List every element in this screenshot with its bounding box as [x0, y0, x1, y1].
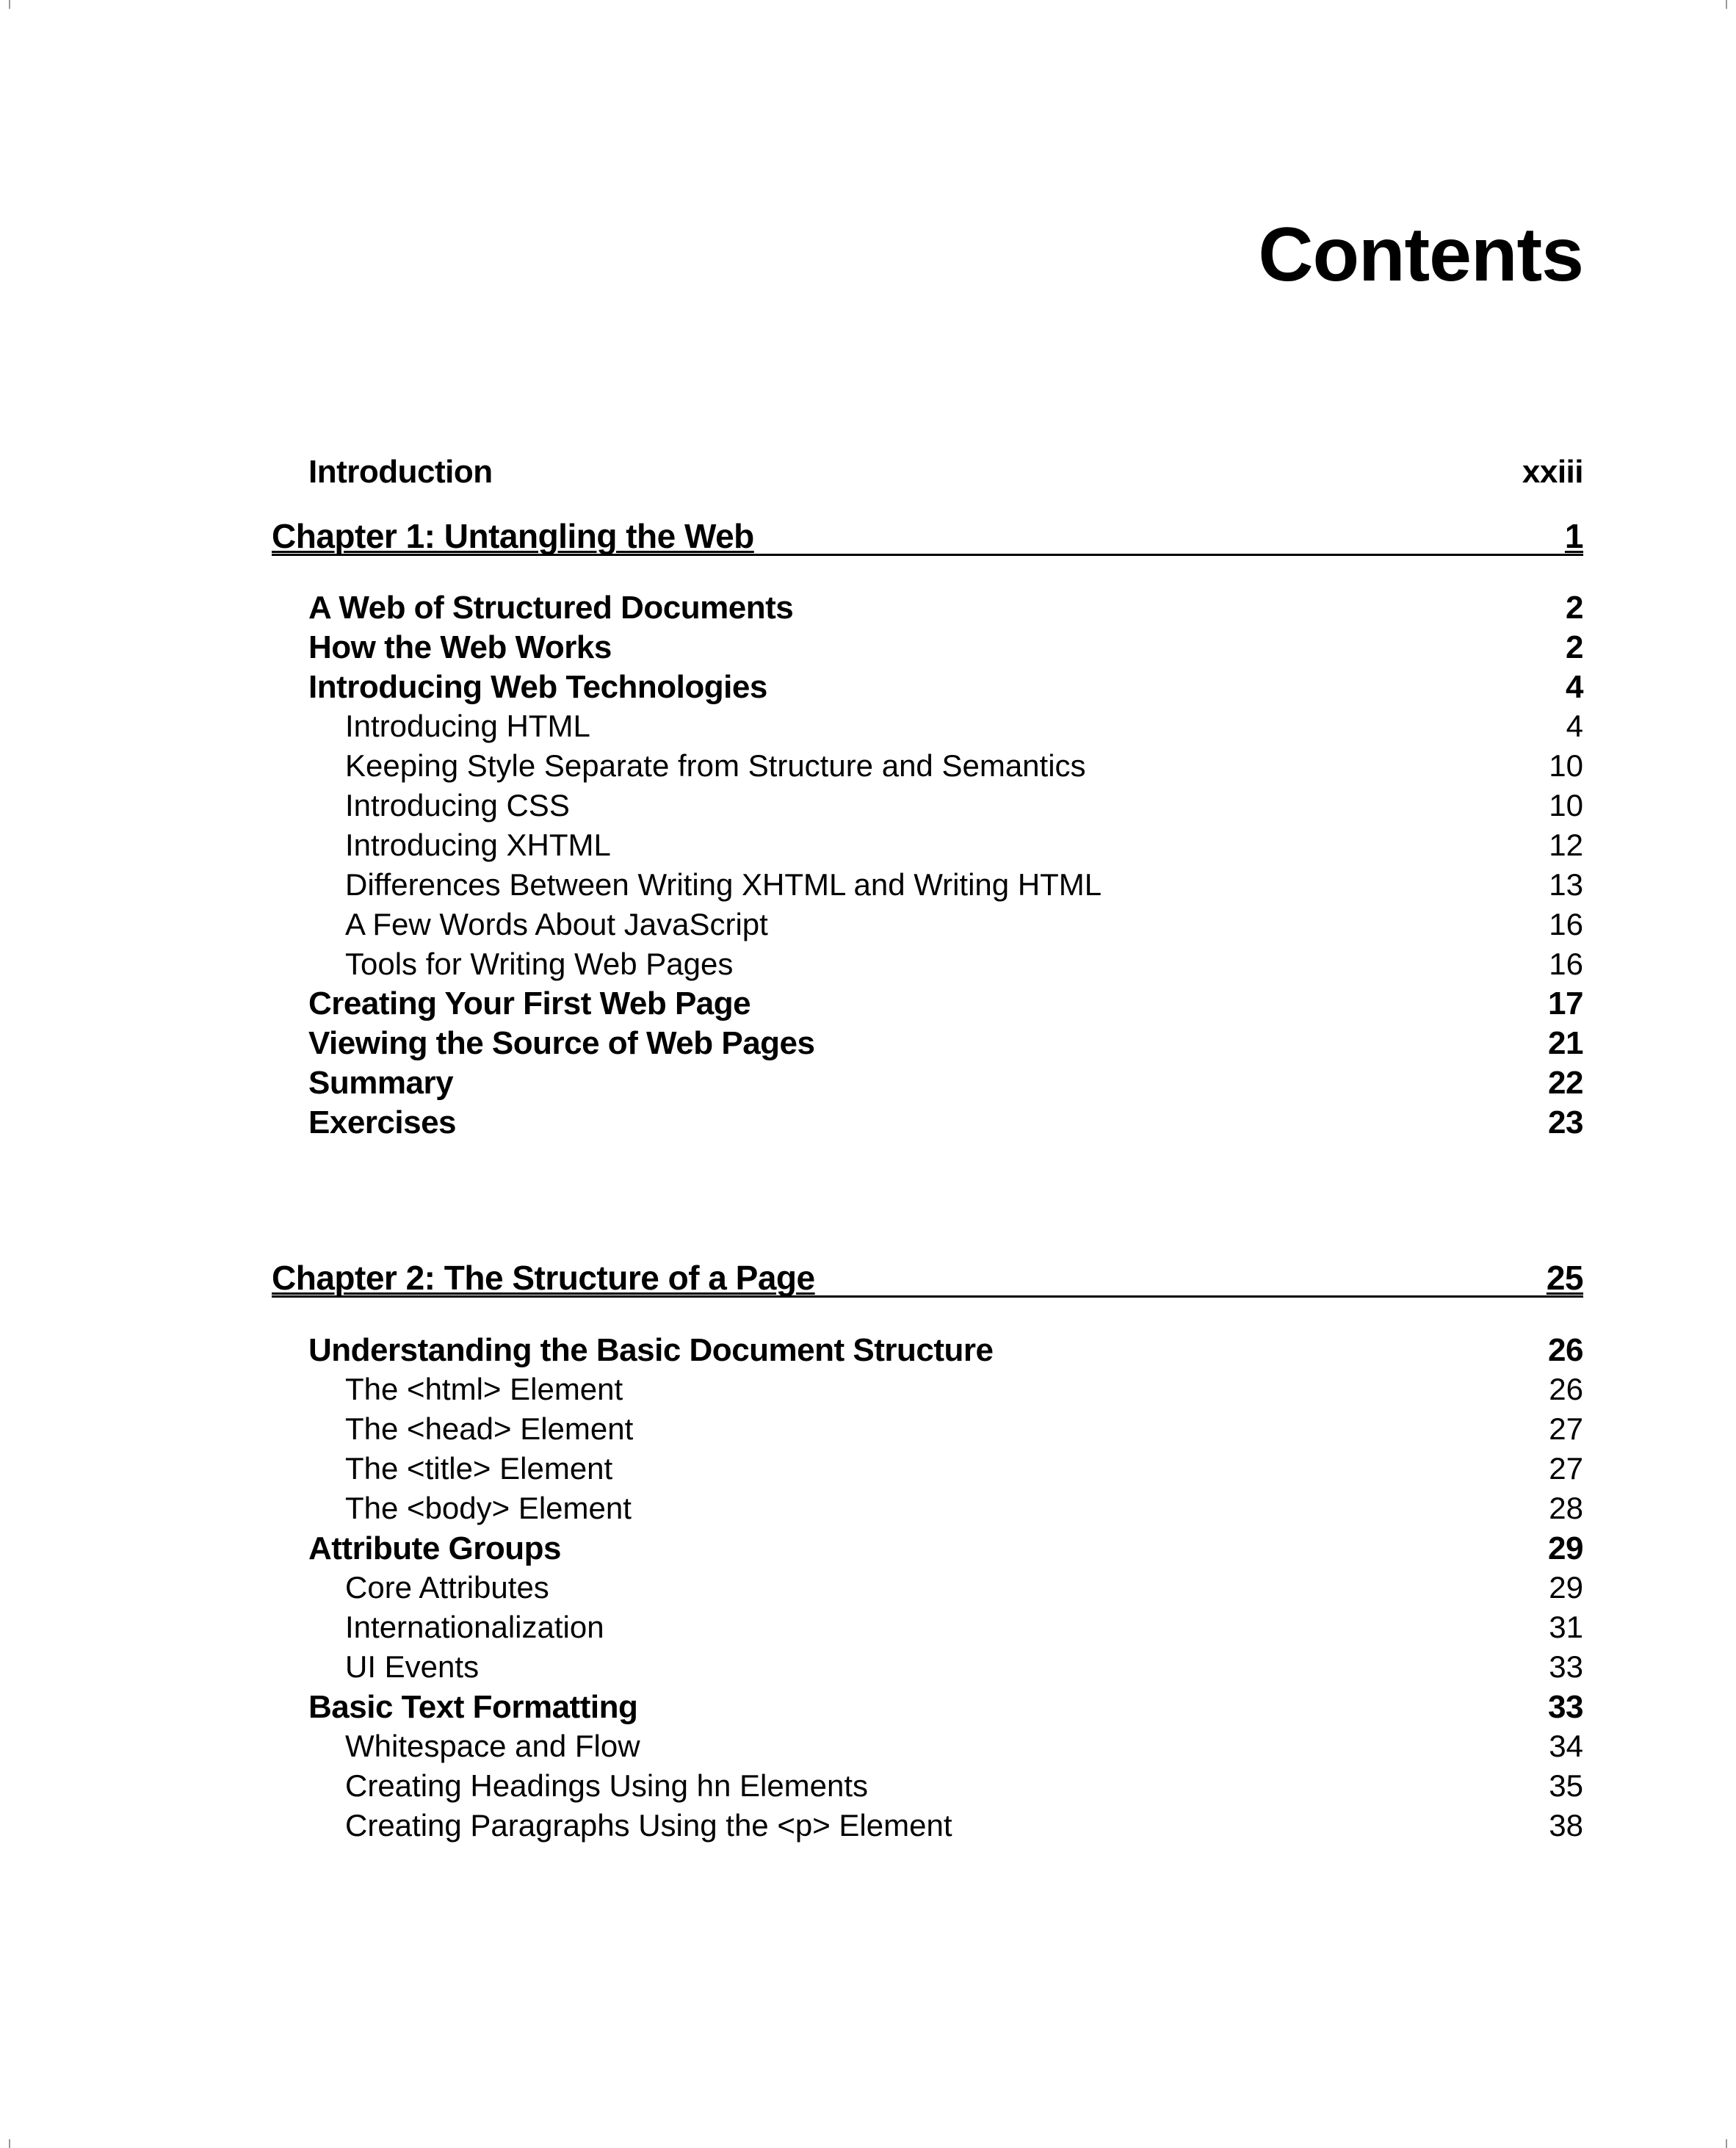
toc-subentry[interactable] [345, 828, 1583, 863]
toc-entry-page: 26 [1548, 1332, 1583, 1368]
toc-entry-label: UI Events [345, 1649, 480, 1684]
toc-subentry[interactable] [345, 907, 1583, 942]
toc-entry-label: Whitespace and Flow [345, 1729, 640, 1763]
toc-entry-label: Core Attributes [345, 1570, 549, 1605]
toc-entry-label: The <body> Element [345, 1491, 632, 1525]
crop-mark [1726, 2139, 1727, 2148]
chapter-heading-label: Chapter 1: Untangling the Web [272, 517, 754, 555]
toc-entry-label: A Few Words About JavaScript [345, 907, 768, 941]
toc-subentry[interactable] [345, 1451, 1583, 1486]
toc-entry[interactable] [308, 1104, 1583, 1141]
toc-subentry[interactable] [345, 1411, 1583, 1447]
toc-entry-label: The <title> Element [345, 1451, 613, 1486]
toc-entry[interactable] [308, 1065, 1583, 1102]
toc-entry-label: Tools for Writing Web Pages [345, 947, 734, 981]
toc-entry-page: 31 [1549, 1610, 1583, 1644]
crop-mark [9, 0, 10, 9]
toc-entry-page: 33 [1549, 1649, 1583, 1684]
toc-entry-label: Summary [308, 1065, 454, 1101]
toc-subentry[interactable] [345, 1649, 1583, 1685]
toc-entry-label: Introducing XHTML [345, 828, 611, 862]
toc-subentry[interactable] [345, 1729, 1583, 1764]
toc-entry-page: 28 [1549, 1491, 1583, 1525]
toc-subentry[interactable] [345, 1610, 1583, 1645]
toc-entry-page: 4 [1566, 669, 1583, 705]
page-title: Contents [1258, 212, 1583, 297]
toc-entry-page: 23 [1548, 1104, 1583, 1140]
toc-entry-label: Creating Headings Using hn Elements [345, 1768, 869, 1803]
toc-entry-label: Introducing HTML [345, 709, 590, 743]
toc-entry-page: 38 [1549, 1808, 1583, 1843]
toc-entry-label: A Web of Structured Documents [308, 590, 794, 626]
toc-entry-label: Exercises [308, 1104, 457, 1140]
toc-entry-label: Creating Paragraphs Using the <p> Element [345, 1808, 952, 1843]
toc-entry-introduction[interactable] [308, 454, 1583, 491]
toc-entry-label: Introducing Web Technologies [308, 669, 767, 705]
toc-entry-label: Attribute Groups [308, 1530, 561, 1566]
toc-entry-page: 29 [1549, 1570, 1583, 1605]
toc-entry-label: Keeping Style Separate from Structure and Semantics [345, 748, 1086, 783]
toc-entry-page: 13 [1549, 867, 1583, 902]
toc-entry[interactable] [308, 629, 1583, 666]
toc-entry[interactable] [308, 1025, 1583, 1062]
toc-subentry[interactable] [345, 1491, 1583, 1526]
toc-subentry[interactable] [345, 1808, 1583, 1843]
toc-subentry[interactable] [345, 709, 1583, 744]
toc-subentry[interactable] [345, 748, 1583, 784]
toc-entry-page: 2 [1566, 590, 1583, 626]
toc-entry[interactable] [308, 986, 1583, 1022]
toc-entry[interactable] [308, 1332, 1583, 1369]
toc-entry-page: 35 [1549, 1768, 1583, 1803]
toc-entry-page: 12 [1549, 828, 1583, 862]
toc-entry-page: 4 [1566, 709, 1583, 743]
toc-subentry[interactable] [345, 788, 1583, 823]
toc-subentry[interactable] [345, 947, 1583, 982]
chapter-heading-page: 25 [1546, 1259, 1583, 1297]
toc-entry-label: Differences Between Writing XHTML and Writing HTML [345, 867, 1102, 902]
toc-entry[interactable] [308, 1689, 1583, 1726]
toc-entry-page: 16 [1549, 907, 1583, 941]
toc-entry-page: 33 [1548, 1689, 1583, 1725]
toc-subentry[interactable] [345, 867, 1583, 903]
toc-subentry[interactable] [345, 1570, 1583, 1605]
toc-entry-page: 26 [1549, 1372, 1583, 1406]
toc-entry[interactable] [308, 590, 1583, 626]
toc-entry-label: Creating Your First Web Page [308, 986, 751, 1021]
chapter-heading-page: 1 [1564, 517, 1583, 555]
toc-entry-page: 10 [1549, 748, 1583, 783]
toc-subentry[interactable] [345, 1372, 1583, 1407]
crop-mark [1726, 0, 1727, 9]
toc-entry-page: 29 [1548, 1530, 1583, 1566]
toc-entry-page: 10 [1549, 788, 1583, 822]
toc-entry-label: The <html> Element [345, 1372, 623, 1406]
toc-entry-page: 34 [1549, 1729, 1583, 1763]
toc-entry[interactable] [308, 1530, 1583, 1567]
toc-entry-page: xxiii [1522, 454, 1583, 490]
crop-mark [9, 2139, 10, 2148]
toc-subentry[interactable] [345, 1768, 1583, 1804]
toc-entry-page: 27 [1549, 1411, 1583, 1446]
toc-entry-label: Understanding the Basic Document Structure [308, 1332, 994, 1368]
toc-entry-label: Viewing the Source of Web Pages [308, 1025, 815, 1061]
chapter-1-heading[interactable] [272, 518, 1583, 556]
toc-entry-page: 17 [1548, 986, 1583, 1021]
toc-entry-label: The <head> Element [345, 1411, 634, 1446]
toc-entry-page: 22 [1548, 1065, 1583, 1101]
toc-entry-label: How the Web Works [308, 629, 612, 665]
toc-entry-label: Internationalization [345, 1610, 604, 1644]
toc-entry-page: 2 [1566, 629, 1583, 665]
toc-entry-label: Introduction [308, 454, 493, 490]
chapter-heading-label: Chapter 2: The Structure of a Page [272, 1259, 815, 1297]
toc-entry-label: Introducing CSS [345, 788, 570, 822]
toc-entry[interactable] [308, 669, 1583, 706]
toc-entry-page: 27 [1549, 1451, 1583, 1486]
chapter-2-heading[interactable] [272, 1260, 1583, 1298]
toc-entry-label: Basic Text Formatting [308, 1689, 638, 1725]
toc-entry-page: 21 [1548, 1025, 1583, 1061]
toc-entry-page: 16 [1549, 947, 1583, 981]
